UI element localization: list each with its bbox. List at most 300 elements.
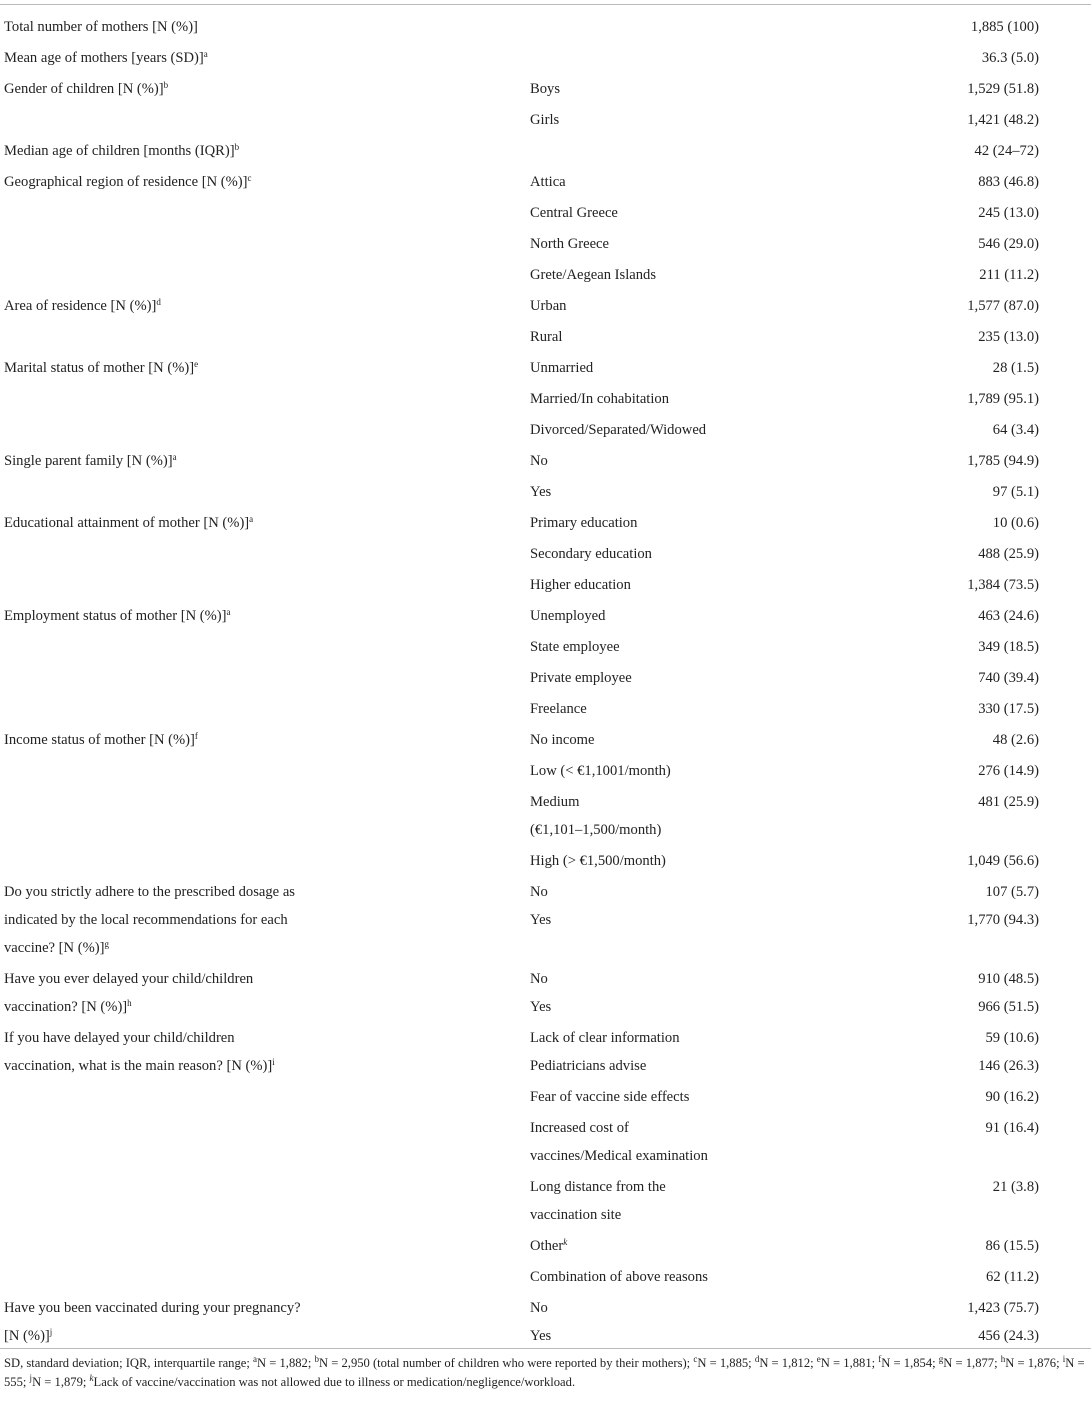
footnote-marker: a (203, 49, 208, 59)
row-label-text: Area of residence [N (%)] (4, 298, 157, 314)
row-category-text: Other (530, 1238, 564, 1254)
row-value (850, 106, 1039, 134)
table-row (0, 757, 1091, 785)
row-label-text: Do you strictly adhere to the prescribed dosage as (4, 884, 295, 900)
row-label (4, 292, 334, 320)
table-row (0, 878, 1091, 962)
row-value (850, 478, 1039, 506)
row-category-line (530, 416, 760, 444)
table-row (0, 292, 1091, 320)
row-label-text: indicated by the local recommendations for each (4, 912, 288, 928)
row-value (850, 323, 1039, 351)
row-category-line (530, 788, 760, 816)
footnote-marker: j (49, 1327, 53, 1337)
row-label-line (4, 1052, 334, 1080)
row-category (530, 416, 760, 444)
row-category (530, 878, 760, 934)
table-row (0, 447, 1091, 475)
footnote-marker: i (272, 1057, 275, 1067)
row-label-text: Marital status of mother [N (%)] (4, 360, 195, 376)
row-value-line: 1,577 (87.0) (967, 298, 1039, 314)
row-value-line: 1,789 (95.1) (967, 391, 1039, 407)
row-category-text: Long distance from the (530, 1179, 666, 1195)
row-label (4, 965, 334, 1021)
footnote-marker: e (816, 1354, 821, 1364)
footnote-marker: c (247, 173, 252, 183)
row-label-line (4, 137, 334, 165)
footnote-marker: d (156, 297, 161, 307)
row-category (530, 354, 760, 382)
footnote-marker: b (163, 80, 169, 90)
row-category-line (530, 230, 760, 258)
row-label-line (4, 934, 334, 962)
row-category-text: Unmarried (530, 360, 594, 376)
row-category-text: vaccines/Medical examination (530, 1148, 708, 1164)
row-category-text: High (> €1,500/month) (530, 853, 666, 869)
footnote-marker: h (127, 998, 132, 1008)
footnote-marker: k (563, 1237, 568, 1247)
row-category-line (530, 1263, 760, 1291)
row-category-text: Primary education (530, 515, 638, 531)
row-category-line (530, 261, 760, 289)
table-row (0, 1294, 1091, 1350)
row-category-line (530, 1294, 760, 1322)
row-value-line: 910 (48.5) (978, 971, 1039, 987)
table-row (0, 847, 1091, 875)
footnote-text: N = 1,881; (820, 1356, 879, 1370)
row-value (850, 788, 1039, 816)
row-category (530, 1024, 760, 1080)
row-label (4, 447, 334, 475)
row-category-text: (€1,101–1,500/month) (530, 822, 662, 838)
row-category (530, 292, 760, 320)
row-category-text: Urban (530, 298, 567, 314)
row-label (4, 168, 334, 196)
row-value-line: 10 (0.6) (992, 515, 1039, 531)
row-value-line: 546 (29.0) (978, 236, 1039, 252)
row-value (850, 75, 1039, 103)
table-row (0, 788, 1091, 844)
row-category (530, 847, 760, 875)
row-category-line (530, 1052, 760, 1080)
row-category-text: Medium (530, 794, 580, 810)
row-value (850, 847, 1039, 875)
row-label-text: Geographical region of residence [N (%)] (4, 174, 248, 190)
row-category-text: Central Greece (530, 205, 618, 221)
row-label-line (4, 993, 334, 1021)
table-row (0, 509, 1091, 537)
row-value (850, 602, 1039, 630)
row-category-text: No (530, 1300, 548, 1316)
row-label-text: vaccine? [N (%)] (4, 940, 105, 956)
row-value-line: 463 (24.6) (978, 608, 1039, 624)
table-row (0, 354, 1091, 382)
table-row (0, 965, 1091, 1021)
row-category (530, 230, 760, 258)
footnote-marker: a (249, 514, 254, 524)
table-row (0, 633, 1091, 661)
row-category-line (530, 1142, 760, 1170)
row-label-text: Employment status of mother [N (%)] (4, 608, 227, 624)
row-value (850, 664, 1039, 692)
row-value-line: 146 (26.3) (978, 1058, 1039, 1074)
row-category-line (530, 1232, 760, 1260)
row-label (4, 13, 334, 41)
row-category-text: State employee (530, 639, 620, 655)
row-value-line: 488 (25.9) (978, 546, 1039, 562)
row-label-line (4, 292, 334, 320)
table-row (0, 168, 1091, 196)
row-value (850, 1263, 1039, 1291)
row-category-text: Divorced/Separated/Widowed (530, 422, 707, 438)
row-label (4, 44, 334, 72)
row-value-line: 1,049 (56.6) (967, 853, 1039, 869)
row-category-text: Secondary education (530, 546, 652, 562)
row-value (850, 292, 1039, 320)
row-value-line: 235 (13.0) (978, 329, 1039, 345)
row-category (530, 695, 760, 723)
row-category-text: Yes (530, 484, 552, 500)
row-category-line (530, 354, 760, 382)
row-category (530, 1173, 760, 1229)
footnote-marker: j (29, 1373, 33, 1383)
row-value-line: 36.3 (5.0) (981, 50, 1039, 66)
table-row (0, 137, 1091, 165)
row-value-line: 349 (18.5) (978, 639, 1039, 655)
table-row (0, 664, 1091, 692)
row-category (530, 509, 760, 537)
row-category-text: Boys (530, 81, 561, 97)
row-value (850, 447, 1039, 475)
row-category-text: Private employee (530, 670, 632, 686)
row-value (850, 1173, 1039, 1201)
row-value (850, 1294, 1039, 1350)
row-category (530, 323, 760, 351)
row-category-line (530, 1083, 760, 1111)
row-value (850, 199, 1039, 227)
footnote-text: N = 2,950 (total number of children who were reported by their mothers); (319, 1356, 694, 1370)
row-category (530, 788, 760, 844)
row-label-line (4, 1322, 334, 1350)
row-category-line (530, 323, 760, 351)
row-category-line (530, 509, 760, 537)
row-label-line (4, 602, 334, 630)
footnote-marker: f (878, 1354, 882, 1364)
row-value (850, 540, 1039, 568)
row-category-line (530, 633, 760, 661)
footnote-marker: a (226, 607, 231, 617)
row-category-text: Rural (530, 329, 563, 345)
table-row (0, 13, 1091, 41)
row-category-line (530, 168, 760, 196)
row-value (850, 695, 1039, 723)
row-category-text: No income (530, 732, 595, 748)
row-category-line (530, 847, 760, 875)
row-category (530, 199, 760, 227)
row-label-line (4, 447, 334, 475)
footnote-marker: k (89, 1373, 94, 1383)
row-label-text: Have you been vaccinated during your pregnancy? (4, 1300, 301, 1316)
row-category-text: Yes (530, 1328, 552, 1344)
row-label-text: vaccination? [N (%)] (4, 999, 128, 1015)
row-label-text: Have you ever delayed your child/children (4, 971, 254, 987)
table-row (0, 1232, 1091, 1260)
row-category (530, 1232, 760, 1260)
row-label-text: Median age of children [months (IQR)] (4, 143, 235, 159)
table-row (0, 1263, 1091, 1291)
row-label (4, 602, 334, 630)
row-category (530, 261, 760, 289)
row-value (850, 137, 1039, 165)
row-category (530, 757, 760, 785)
row-category-line (530, 1201, 760, 1229)
row-value-line: 276 (14.9) (978, 763, 1039, 779)
row-category-line (530, 816, 760, 844)
footnote-text: N = 1,876; (1005, 1356, 1063, 1370)
row-label-line (4, 1024, 334, 1052)
row-label-line (4, 965, 334, 993)
row-category-text: Lack of clear information (530, 1030, 680, 1046)
row-category (530, 1294, 760, 1350)
row-category-text: Fear of vaccine side effects (530, 1089, 690, 1105)
row-category-text: Pediatricians advise (530, 1058, 647, 1074)
row-value-line: 91 (16.4) (985, 1120, 1039, 1136)
row-value-line: 1,384 (73.5) (967, 577, 1039, 593)
row-value-line: 64 (3.4) (992, 422, 1039, 438)
row-category (530, 447, 760, 475)
table-row (0, 106, 1091, 134)
row-category-line (530, 906, 760, 934)
row-label-line (4, 354, 334, 382)
row-category-line (530, 695, 760, 723)
row-value-line: 1,885 (100) (970, 19, 1039, 35)
footnote-marker: a (172, 452, 177, 462)
row-label (4, 509, 334, 537)
footnote-marker: a (253, 1354, 258, 1364)
footnote-text: N = 1,854; (881, 1356, 939, 1370)
row-value-line: 966 (51.5) (978, 999, 1039, 1015)
row-value (850, 416, 1039, 444)
row-category (530, 1263, 760, 1291)
row-category-text: Increased cost of (530, 1120, 629, 1136)
row-category-line (530, 75, 760, 103)
row-value-line: 211 (11.2) (979, 267, 1039, 283)
row-value-line: 42 (24–72) (974, 143, 1039, 159)
row-value (850, 230, 1039, 258)
row-value (850, 13, 1039, 41)
row-value-line: 1,770 (94.3) (967, 912, 1039, 928)
row-category-text: Low (< €1,1001/month) (530, 763, 671, 779)
footnote-marker: d (754, 1354, 760, 1364)
row-value (850, 509, 1039, 537)
row-category-line (530, 1114, 760, 1142)
row-value-line: 740 (39.4) (978, 670, 1039, 686)
footnote-text: N = 555; (4, 1356, 1085, 1389)
row-label-line (4, 75, 334, 103)
table-row (0, 571, 1091, 599)
row-label (4, 354, 334, 382)
table-bottom-rule (0, 1348, 1091, 1349)
row-value (850, 168, 1039, 196)
row-value-line: 90 (16.2) (985, 1089, 1039, 1105)
row-category-line (530, 199, 760, 227)
row-category (530, 965, 760, 1021)
table-row (0, 416, 1091, 444)
row-label-line (4, 168, 334, 196)
footnote-text: SD, standard deviation; IQR, interquartile range; (4, 1356, 254, 1370)
row-category-text: Yes (530, 912, 552, 928)
row-category-text: Girls (530, 112, 560, 128)
row-value-line: 1,785 (94.9) (967, 453, 1039, 469)
footnote-marker: g (104, 939, 109, 949)
table-top-rule (0, 4, 1091, 5)
row-label-text: Mean age of mothers [years (SD)] (4, 50, 204, 66)
row-value (850, 726, 1039, 754)
table-row (0, 385, 1091, 413)
footnote-marker: b (234, 142, 240, 152)
row-value-line: 330 (17.5) (978, 701, 1039, 717)
row-value (850, 757, 1039, 785)
table-row (0, 726, 1091, 754)
footnote-marker: b (314, 1354, 319, 1364)
row-category-text: North Greece (530, 236, 610, 252)
row-label-line (4, 1294, 334, 1322)
row-category-text: No (530, 884, 548, 900)
row-label (4, 726, 334, 754)
row-value (850, 1083, 1039, 1111)
row-category-line (530, 540, 760, 568)
row-value (850, 571, 1039, 599)
row-label-text: Total number of mothers [N (%)] (4, 19, 198, 35)
row-value-line: 245 (13.0) (978, 205, 1039, 221)
row-category-line (530, 447, 760, 475)
row-value-line: 1,423 (75.7) (967, 1300, 1039, 1316)
table-row (0, 1173, 1091, 1229)
row-category-text: Attica (530, 174, 566, 190)
row-value-line: 97 (5.1) (992, 484, 1039, 500)
row-label-line (4, 44, 334, 72)
row-label (4, 1294, 334, 1350)
row-value-line: 48 (2.6) (992, 732, 1039, 748)
row-value-line: 59 (10.6) (985, 1030, 1039, 1046)
row-label-text: [N (%)] (4, 1328, 50, 1344)
row-value-line: 1,529 (51.8) (967, 81, 1039, 97)
row-value-line: 62 (11.2) (986, 1269, 1039, 1285)
row-label (4, 137, 334, 165)
row-label (4, 878, 334, 962)
row-label (4, 1024, 334, 1080)
row-category-line (530, 878, 760, 906)
table-row (0, 323, 1091, 351)
row-value (850, 385, 1039, 413)
footnote-marker: g (938, 1354, 944, 1364)
footnote-text: N = 1,877; (943, 1356, 1001, 1370)
row-label-text: If you have delayed your child/children (4, 1030, 235, 1046)
row-category-line (530, 106, 760, 134)
table-row (0, 44, 1091, 72)
table-row (0, 1083, 1091, 1111)
row-value-line: 883 (46.8) (978, 174, 1039, 190)
table-row (0, 695, 1091, 723)
row-category-line (530, 602, 760, 630)
row-value-line: 28 (1.5) (992, 360, 1039, 376)
row-value (850, 965, 1039, 1021)
row-label-line (4, 509, 334, 537)
row-category-text: Yes (530, 999, 552, 1015)
row-category-text: Freelance (530, 701, 587, 717)
footnote-text: N = 1,885; (697, 1356, 755, 1370)
row-category (530, 75, 760, 103)
row-category (530, 1083, 760, 1111)
row-label-text: Income status of mother [N (%)] (4, 732, 195, 748)
row-label-line (4, 878, 334, 906)
footnote-marker: e (194, 359, 199, 369)
footnote-text: N = 1,812; (759, 1356, 817, 1370)
row-category-text: Married/In cohabitation (530, 391, 669, 407)
row-label-text: Gender of children [N (%)] (4, 81, 164, 97)
row-value-line: 1,421 (48.2) (967, 112, 1039, 128)
row-category (530, 633, 760, 661)
table-row (0, 1114, 1091, 1170)
row-category (530, 478, 760, 506)
row-category (530, 168, 760, 196)
footnote-text: N = 1,879; (32, 1375, 90, 1389)
table-row (0, 602, 1091, 630)
table-row (0, 75, 1091, 103)
row-category-text: Combination of above reasons (530, 1269, 708, 1285)
table-row (0, 230, 1091, 258)
row-label-line (4, 13, 334, 41)
row-value (850, 1114, 1039, 1142)
footnote-marker: c (693, 1354, 698, 1364)
row-category (530, 602, 760, 630)
row-label-text: Single parent family [N (%)] (4, 453, 173, 469)
table-row (0, 261, 1091, 289)
row-value (850, 354, 1039, 382)
row-value-line: 456 (24.3) (978, 1328, 1039, 1344)
row-category-line (530, 478, 760, 506)
row-category-text: No (530, 971, 548, 987)
row-category-line (530, 292, 760, 320)
row-value (850, 44, 1039, 72)
row-category (530, 664, 760, 692)
row-value (850, 261, 1039, 289)
row-label-line (4, 906, 334, 934)
row-value-line: 481 (25.9) (978, 794, 1039, 810)
row-category (530, 571, 760, 599)
row-value-line: 21 (3.8) (992, 1179, 1039, 1195)
row-value (850, 633, 1039, 661)
row-value (850, 1232, 1039, 1260)
table-row (0, 1024, 1091, 1080)
footnote-text: N = 1,882; (257, 1356, 315, 1370)
row-category (530, 385, 760, 413)
footnote-text: Lack of vaccine/vaccination was not allowed due to illness or medication/negligence/workload. (93, 1375, 576, 1389)
row-value-line: 107 (5.7) (985, 884, 1039, 900)
table-row (0, 478, 1091, 506)
row-category (530, 726, 760, 754)
row-category-line (530, 965, 760, 993)
row-category-text: Unemployed (530, 608, 606, 624)
row-category-line (530, 1024, 760, 1052)
row-value (850, 878, 1039, 934)
row-category (530, 106, 760, 134)
row-category-line (530, 726, 760, 754)
row-category-line (530, 1173, 760, 1201)
table-footnote (4, 1354, 1089, 1392)
row-label-text: vaccination, what is the main reason? [N (%)] (4, 1058, 273, 1074)
row-category-line (530, 385, 760, 413)
